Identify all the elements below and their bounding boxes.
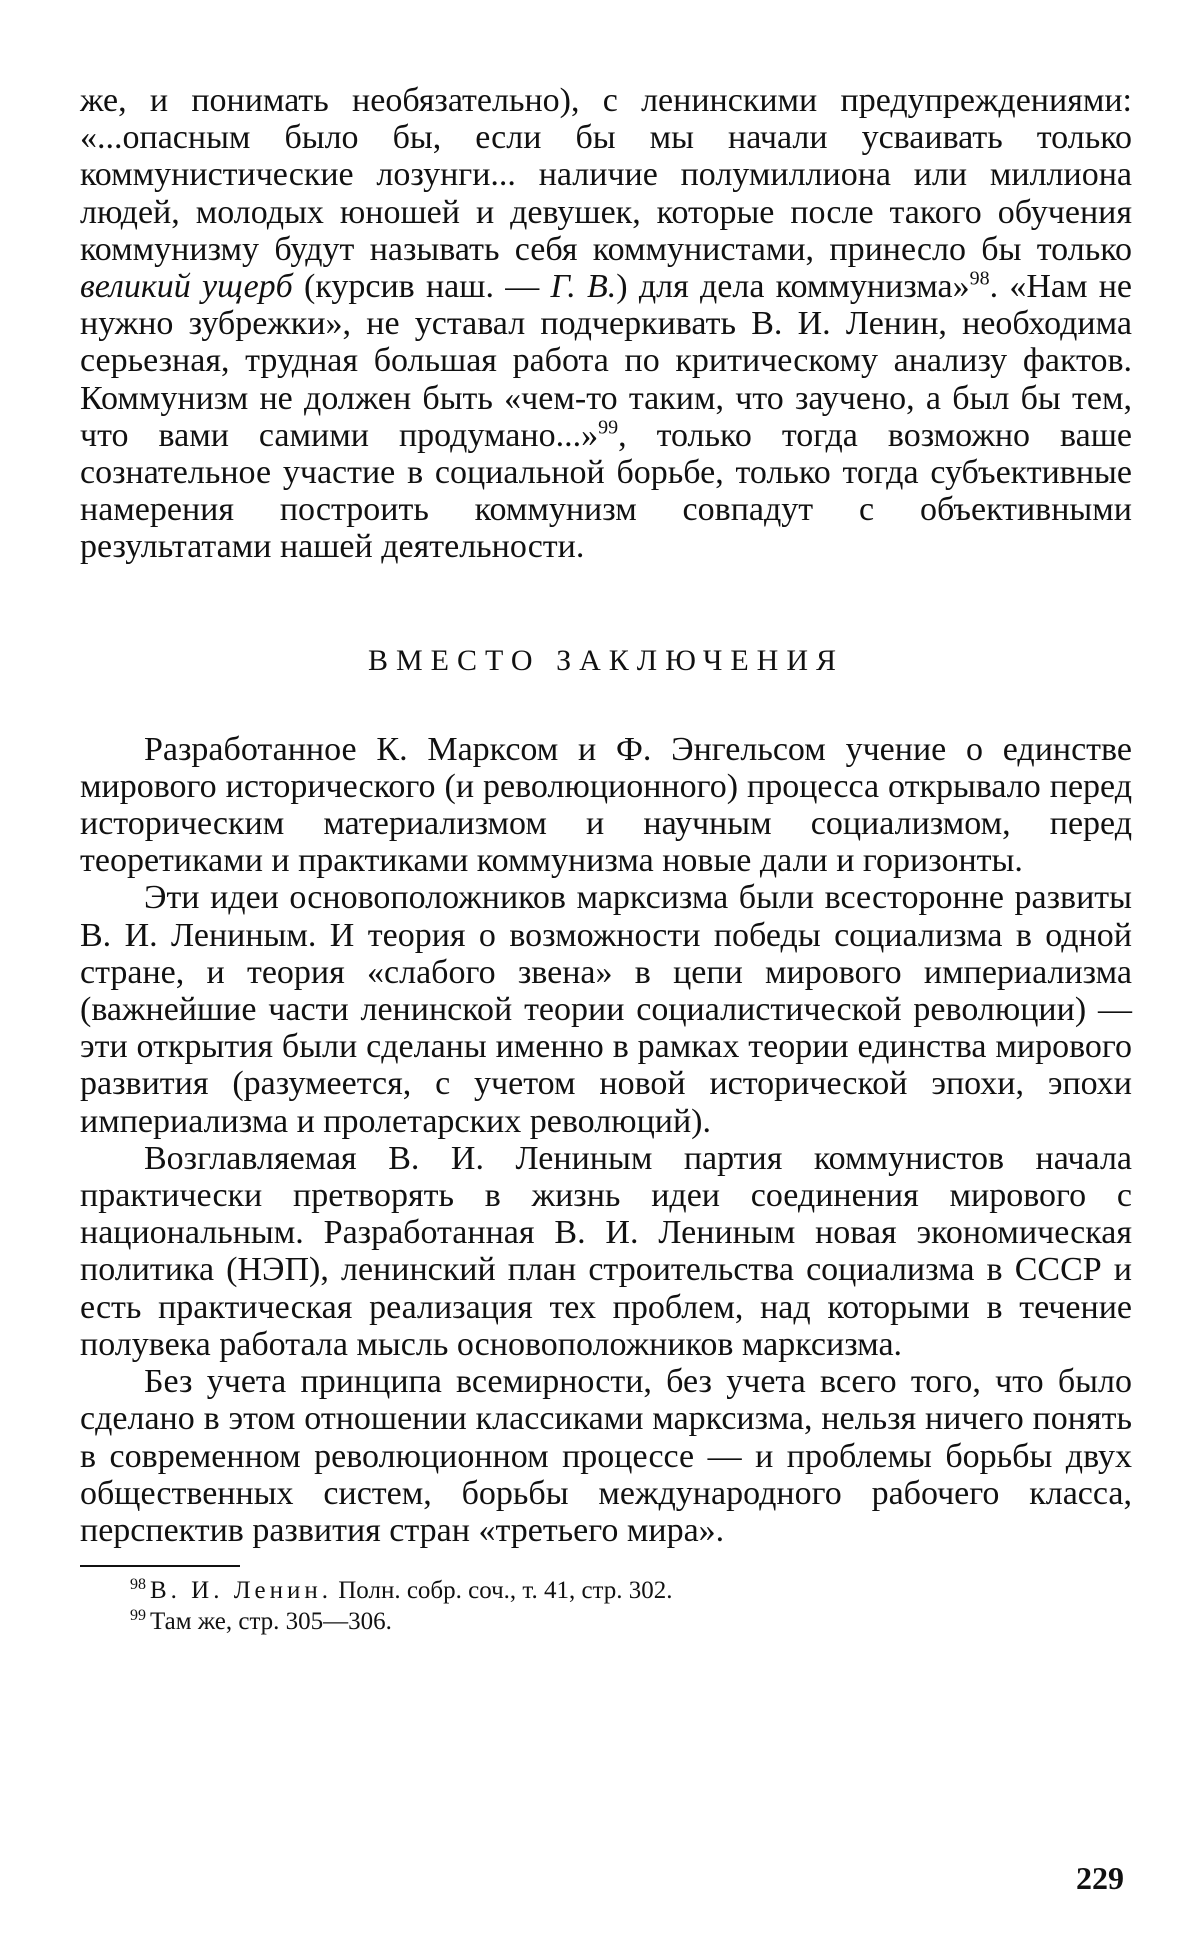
paragraph: Эти идеи основоположников марксизма были всесторонне развиты В. И. Лениным. И теория о возможности победы социализма в одной стране, и теория «слабого звена» в цепи мирового империализма (важнейшие части ленинской теории социалистической революции) — эти открытия были сделаны именно в рамках теории единства мирового развития (разумеется, с учетом новой исторической эпохи, эпохи империализма и пролетарских революций).	[80, 879, 1132, 1140]
footnote-ref: 98	[969, 267, 990, 290]
top-paragraph	[80, 82, 1132, 566]
paragraph-text: . «Нам не нужно зубрежки», не уставал подчеркивать В. И. Ленин, необходима серьезная, трудная большая работа по критическому анализу фактов. Коммунизм не должен быть «чем-то таким, что заучено, а был бы тем, что вами самими продумано...»	[80, 268, 1133, 454]
paragraph-text: ) для дела коммунизма»	[616, 268, 970, 306]
paragraph: Возглавляемая В. И. Лениным партия коммунистов начала практически претворять в жизнь идеи соединения мирового с национальным. Разработанная В. И. Лениным новая экономическая политика (НЭП), ленинский план строительства социализма в СССР и есть практическая реализация тех проблем, над которыми в течение полувека работала мысль основоположников марксизма.	[80, 1139, 1132, 1363]
footnote-ref: 99	[598, 416, 619, 439]
author-initials: Г. В.	[550, 268, 617, 306]
footnote	[80, 1575, 1132, 1606]
emphasized-text: великий ущерб	[80, 268, 293, 306]
footnote-text: Полн. собр. соч., т. 41, стр. 302.	[338, 1577, 673, 1605]
section-heading: ВМЕСТО ЗАКЛЮЧЕНИЯ	[367, 643, 845, 677]
paragraph-text: , только тогда возможно ваше сознательное участие в социальной борьбе, только тогда субъективные намерения построить коммунизм совпадут с объективными результатами нашей деятельности.	[80, 416, 1132, 566]
footnote	[80, 1606, 1132, 1637]
paragraph-text: (курсив наш. —	[304, 268, 540, 306]
footnote-author: В. И. Ленин.	[150, 1577, 332, 1605]
footnote-number: 98	[130, 1575, 146, 1593]
page-number: 229	[1076, 1860, 1124, 1896]
page-body	[80, 82, 1132, 1637]
paragraph: Без учета принципа всемирности, без учета всего того, что было сделано в этом отношении классиками марксизма, нельзя ничего понять в современном революционном процессе — и проблемы борьбы двух общественных систем, борьбы международного рабочего класса, перспектив развития стран «третьего мира».	[80, 1363, 1132, 1549]
footnote-divider	[80, 1565, 240, 1567]
paragraph-text: же, и понимать необязательно), с ленинскими предупреждениями: «...опасным было бы, если бы мы начали усваивать только коммунистические лозунги... наличие полумиллиона или миллиона людей, молодых юношей и девушек, которые после такого обучения коммунизму будут называть себя коммунистами, принесло бы только	[80, 82, 1132, 268]
paragraph: Разработанное К. Марксом и Ф. Энгельсом учение о единстве мирового исторического (и революционного) процесса открывало перед историческим материализмом и научным социализмом, перед теоретиками и практиками коммунизма новые дали и горизонты.	[80, 730, 1132, 880]
footnote-number: 99	[130, 1606, 146, 1624]
footnote-text: Там же, стр. 305—306.	[150, 1608, 392, 1636]
